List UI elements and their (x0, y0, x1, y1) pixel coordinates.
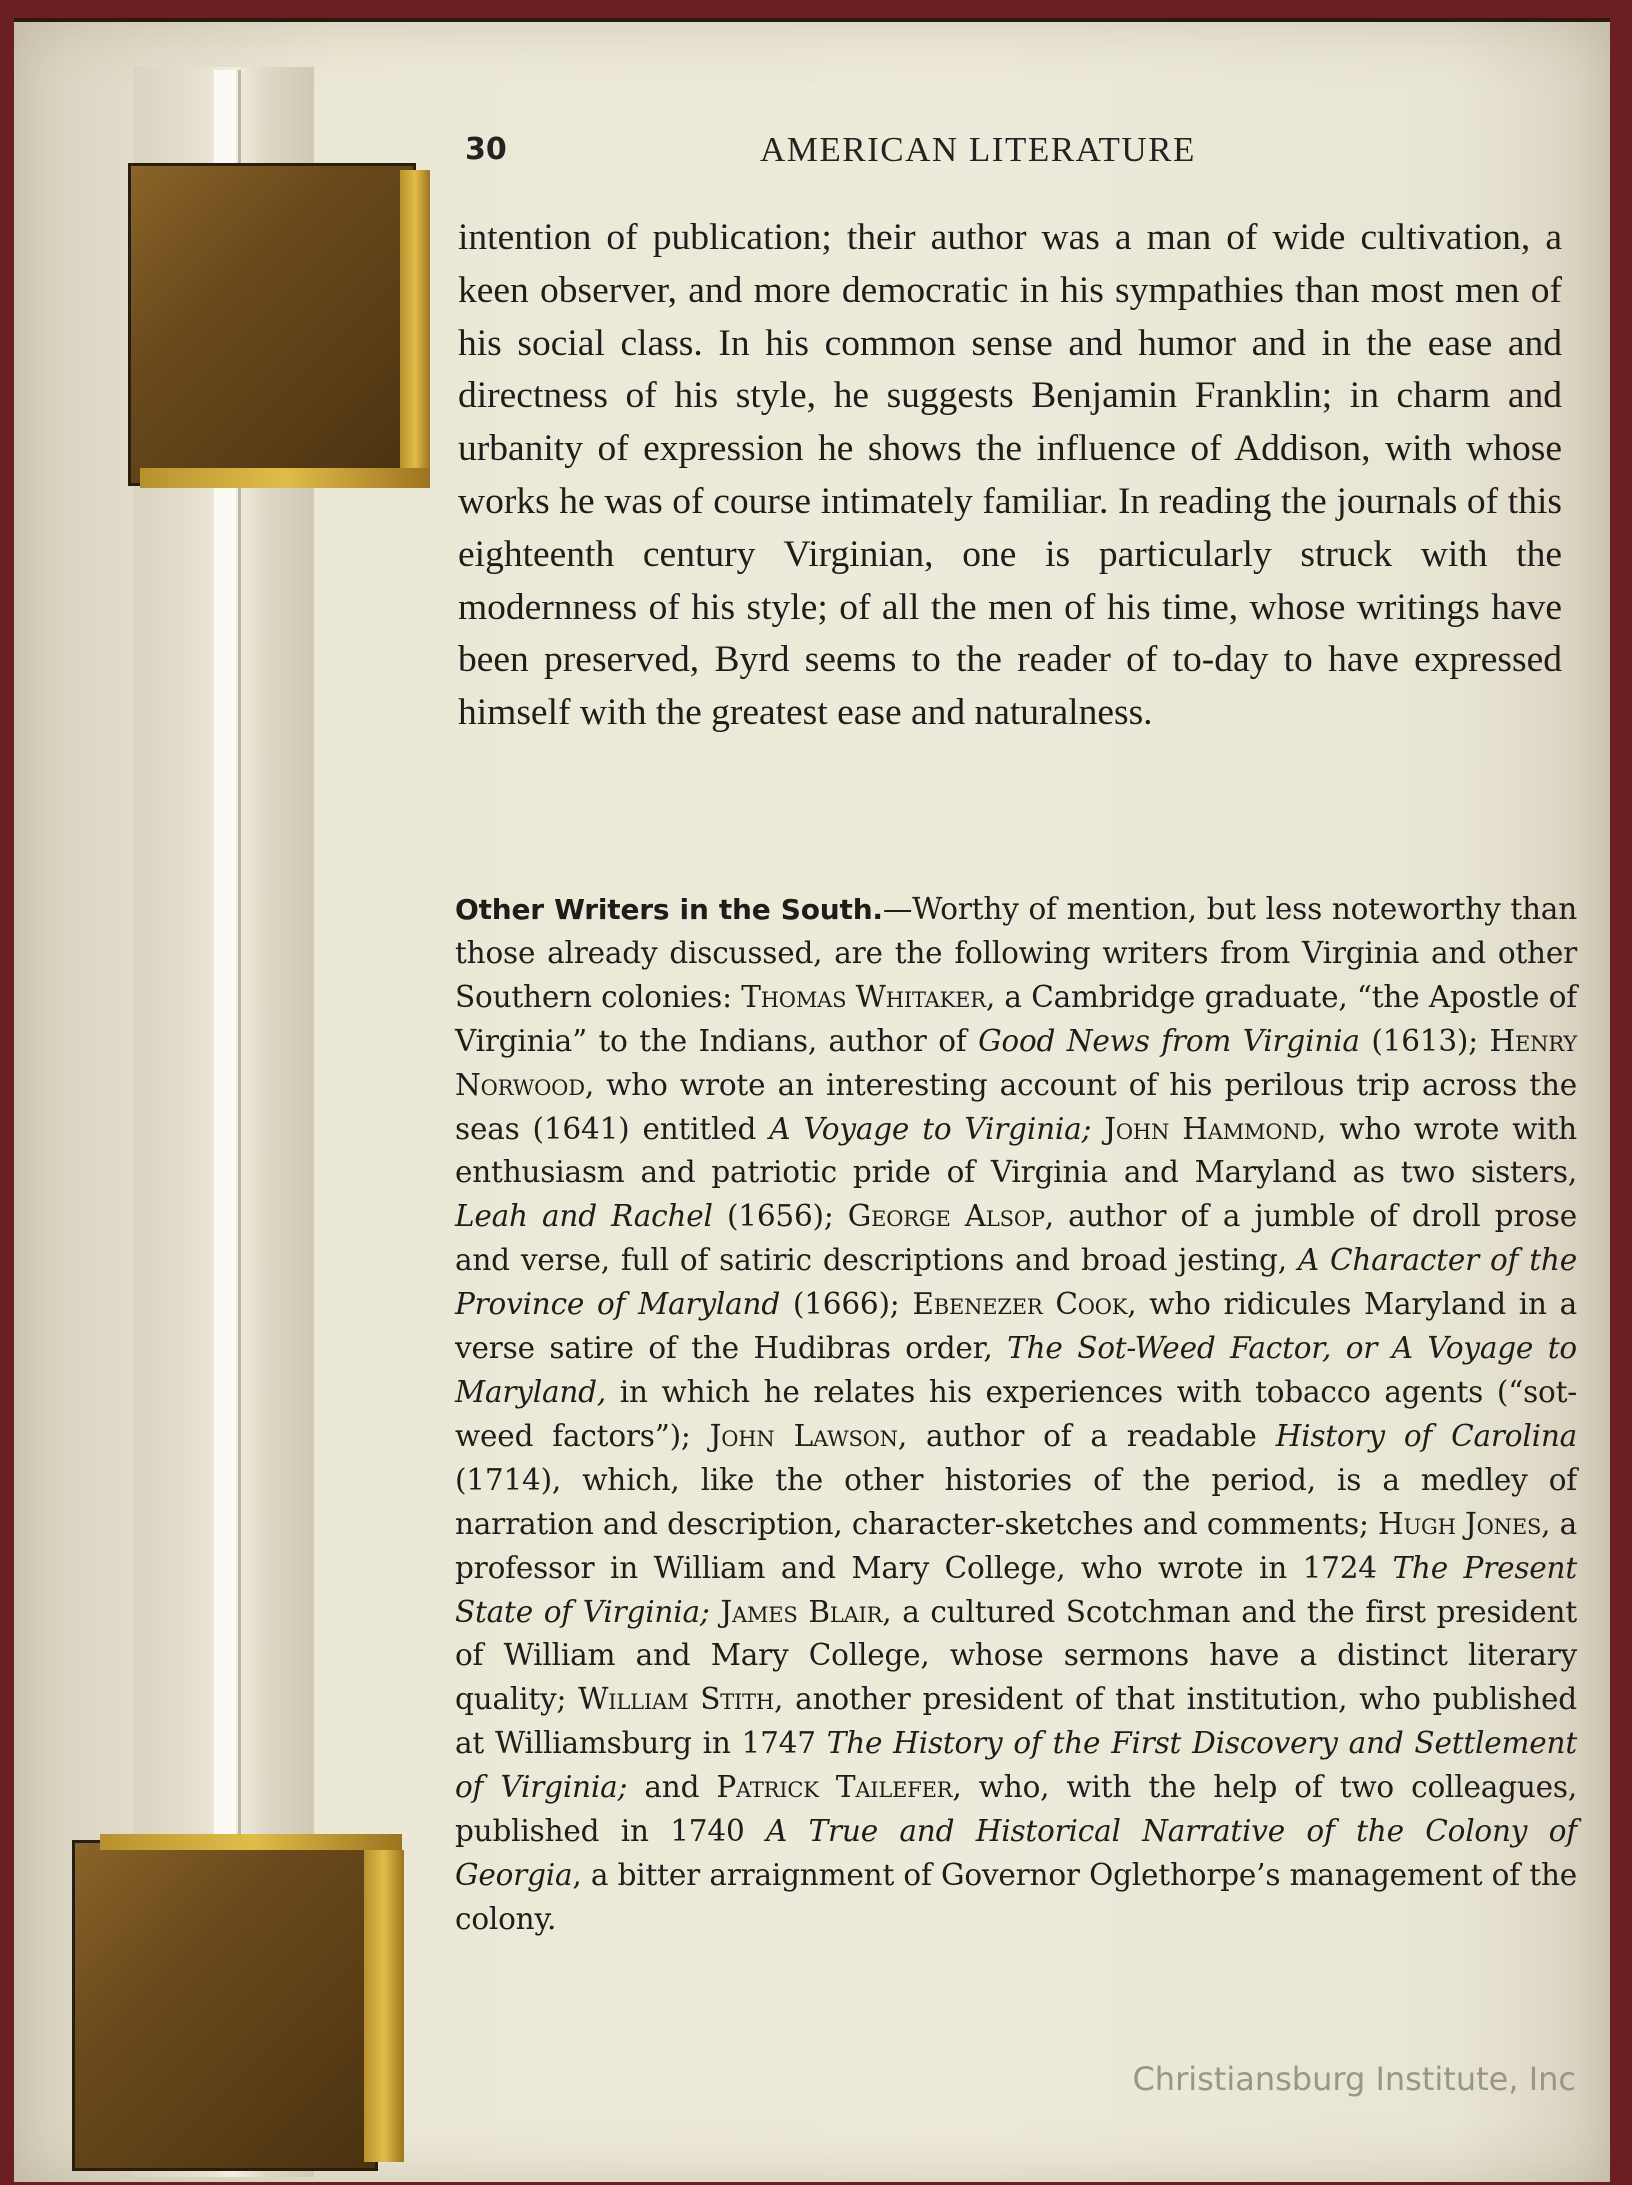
text-segment: , who ridicules Maryland in a verse satire of the Hudibras order, (455, 1287, 1577, 1366)
work-title: Leah and Rachel (455, 1199, 713, 1234)
text-segment: (1656); (712, 1199, 848, 1234)
text-segment: (1613); (1359, 1023, 1490, 1058)
work-title: The Present State of Virginia; (455, 1550, 1577, 1629)
author-name: John Lawson (709, 1418, 898, 1453)
lower-clip-edge (364, 1850, 404, 2162)
text-segment: (1666); (780, 1287, 913, 1322)
text-segment: , author of a readable (897, 1418, 1276, 1453)
upper-clip-bottom-edge (140, 468, 430, 488)
author-name: Ebenezer Cook (912, 1287, 1128, 1322)
text-segment: , who wrote with enthusiasm and patriotic pride of Virginia and Maryland as two sisters, (455, 1111, 1577, 1190)
text-segment: , who wrote an interesting account of his perilous trip across the seas (1641) entitled (455, 1067, 1577, 1146)
text-segment: in which he relates his experiences with tobacco agents (“sot-weed factors”); (455, 1374, 1577, 1453)
text-segment: —Worthy of mention, but less noteworthy than those already discussed, are the following writers from Virginia and other Southern colonies: (455, 892, 1577, 1014)
author-name: John Hammond (1104, 1111, 1318, 1146)
lower-page-clip (72, 1840, 378, 2171)
text-segment: , a cultured Scotchman and the first president of William and Mary College, whose sermons have a distinct literary quality; (455, 1594, 1577, 1717)
author-name: James Blair (720, 1594, 883, 1629)
upper-page-clip (128, 163, 416, 486)
work-title: The History of the First Discovery and Settlement of Virginia; (455, 1726, 1577, 1805)
work-title: A Character of the Province of Maryland (455, 1243, 1577, 1322)
author-name: George Alsop (847, 1199, 1045, 1234)
work-title: A True and Historical Narrative of the Colony of Georgia (455, 1814, 1577, 1892)
page-number: 30 (465, 132, 507, 167)
author-name: Henry Norwood (455, 1023, 1577, 1102)
upper-clip-edge (400, 170, 430, 480)
text-segment: , a bitter arraignment of Governor Oglethorpe’s management of the colony. (455, 1857, 1577, 1936)
section-heading: Other Writers in the South. (455, 893, 883, 926)
work-title: Good News from Virginia (978, 1023, 1360, 1058)
lower-clip-top-edge (100, 1834, 402, 1850)
author-name: William Stith (578, 1682, 775, 1717)
text-segment (1091, 1112, 1104, 1146)
running-head: AMERICAN LITERATURE (760, 130, 1196, 169)
work-title: The Sot-Weed Factor, or A Voyage to Maryland, (455, 1331, 1577, 1409)
text-segment (710, 1595, 721, 1629)
text-segment: , a professor in William and Mary College, who wrote in 1724 (455, 1506, 1578, 1585)
work-title: A Voyage to Virginia; (769, 1111, 1092, 1146)
author-name: Hugh Jones (1377, 1506, 1542, 1541)
text-segment: and (627, 1770, 717, 1805)
paragraph-byrd: intention of publication; their author was a man of wide cultivation, a keen observer, and more democratic in his sympathies than most men of his social class. In his common sense and humor and in the ease and directness of his style, he suggests Benjamin Franklin; in charm and urbanity of expression he shows the influence of Addison, with whose works he was of course intimately familiar. In reading the journals of this eighteenth century Virginian, one is particularly struck with the modernness of his style; of all the men of his time, whose writings have been preserved, Byrd seems to the reader of to-day to have expressed himself with the greatest ease and naturalness. (458, 217, 1562, 734)
work-title: History of Carolina (1275, 1418, 1578, 1453)
watermark: Christiansburg Institute, Inc (1132, 2060, 1576, 2098)
author-name: Thomas Whitaker (741, 979, 986, 1014)
paragraph-other-writers (455, 888, 1577, 1942)
author-name: Patrick Tailefer (716, 1770, 953, 1805)
text-segment: , a Cambridge graduate, “the Apostle of Virginia” to the Indians, author of (455, 979, 1577, 1058)
text-segment: (1714), which, like the other histories of the period, is a medley of narration and description, character-sketches and comments; (455, 1462, 1577, 1541)
text-segment: , who, with the help of two colleagues, published in 1740 (455, 1770, 1577, 1849)
text-segment: , another president of that institution, who published at Williamsburg in 1747 (455, 1682, 1577, 1761)
page-header (465, 130, 1565, 180)
text-segment: , author of a jumble of droll prose and verse, full of satiric descriptions and broad jesting, (455, 1199, 1577, 1278)
